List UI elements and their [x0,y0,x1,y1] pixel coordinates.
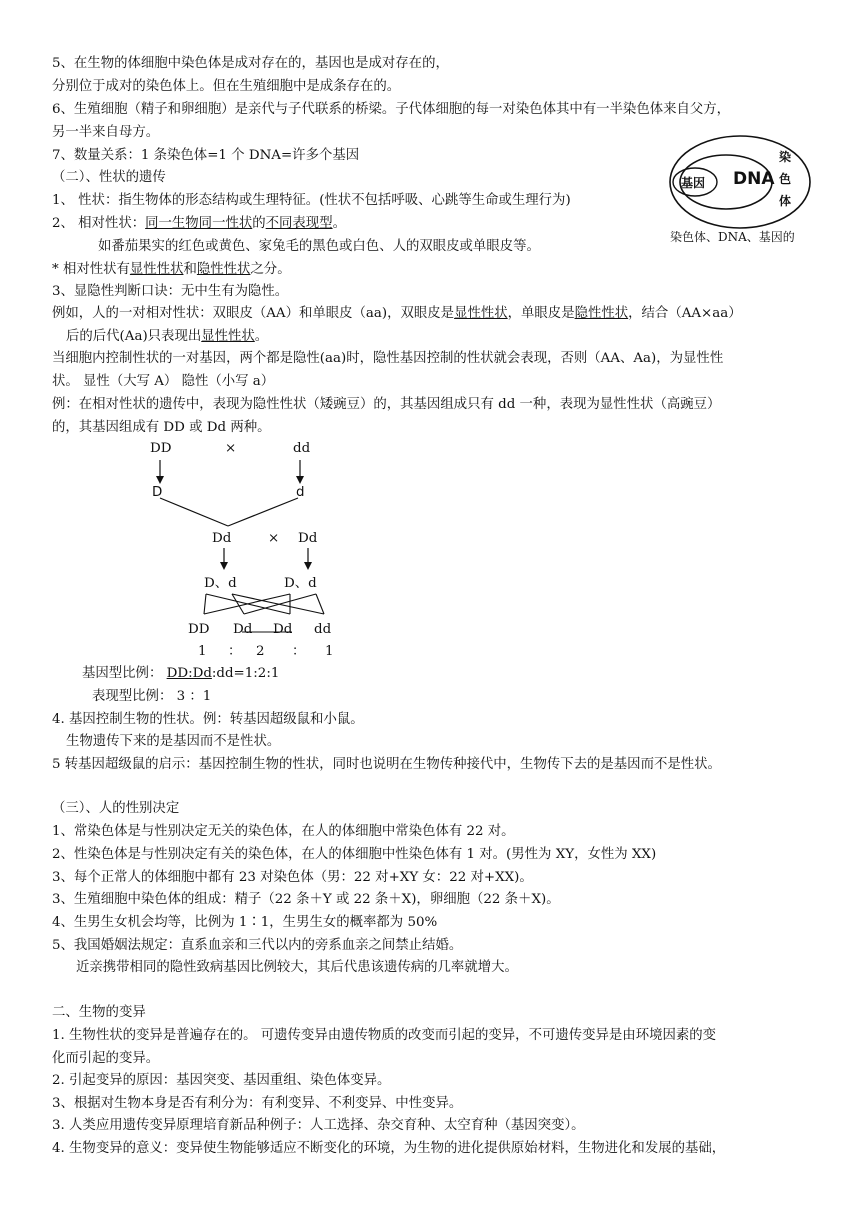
text-line: 3. 人类应用遗传变异原理培育新品种例子：人工选择、杂交育种、太空育种（基因突变）。 [52,1118,585,1133]
text-line: 例：在相对性状的遗传中，表现为隐性性状（矮豌豆）的，其基因组成只有 dd 一种，表现为显性性状（高豌豆） [52,397,721,412]
underlined-term: 显性性状 [454,306,508,321]
offspring-genotype: DD [188,622,210,637]
text-span: 。 [332,216,346,231]
text-line: 1、常染色体是与性别决定无关的染色体，在人的体细胞中常染色体有 22 对。 [52,824,515,839]
text-line: 1. 生物性状的变异是普遍存在的。 可遗传变异由遗传物质的改变而引起的变异，不可遗传变异是由环境因素的变 [52,1028,717,1043]
text-line: 的，其基因组成有 DD 或 Dd 两种。 [52,420,271,435]
ratio-value: 1 [325,644,334,659]
ratio-colon: ： [292,644,306,659]
text-line: 5 转基因超级鼠的启示：基因控制生物的性状，同时也说明在生物传种接代中，生物传下去的是基因而不是性状。 [52,757,721,772]
venn-gene-label: 基因 [681,176,706,190]
gamete: d [296,485,305,500]
text-line: 5、我国婚姻法规定：直系血亲和三代以内的旁系血亲之间禁止结婚。 [52,938,463,953]
section-heading: （二）、性状的遗传 [52,170,166,185]
venn-dna-label: DNA [733,169,775,189]
gamete: D [152,485,163,500]
text-line [52,258,291,281]
underlined-term: 显性性状 [129,262,184,277]
text-span: :dd=1:2:1 [211,666,280,681]
text-span: ，结合（AA×aa） [628,306,742,321]
cross-symbol: × [268,531,280,546]
text-span: 之分。 [250,262,291,277]
text-line: 4、生男生女机会均等，比例为 1∶1，生男生女的概率都为 50% [52,915,438,930]
genotype-ratio [82,662,279,685]
text-span: 2、 相对性状： [52,216,146,231]
text-span: 基因型比例： [82,666,167,681]
offspring-genotype: Dd [233,622,253,637]
venn-caption: 染色体、DNA、基因的 [670,230,795,244]
venn-chromosome-label: 体 [779,194,792,208]
phenotype-ratio: 表现型比例： 3 ：1 [92,689,212,704]
text-line: 1、 性状：指生物体的形态结构或生理特征。(性状不包括呼吸、心跳等生命或生理行为) [52,193,571,208]
underlined-term: 隐性性状 [574,306,629,321]
text-line: 2. 引起变异的原因：基因突变、基因重组、染色体变异。 [52,1073,391,1088]
text-line: 当细胞内控制性状的一对基因，两个都是隐性(aa)时，隐性基因控制的性状就会表现，否则（AA、Aa)，为显性性 [52,351,724,366]
text-span: ，单眼皮是 [507,306,575,321]
text-line: 3、显隐性判断口诀：无中生有为隐性。 [52,284,289,299]
text-span: 和 [183,262,197,277]
text-line: 分别位于成对的染色体上。但在生殖细胞中是成条存在的。 [52,79,401,94]
text-line: 近亲携带相同的隐性致病基因比例较大，其后代患该遗传病的几率就增大。 [76,960,518,975]
text-line: 4. 基因控制生物的性状。例：转基因超级鼠和小鼠。 [52,712,364,727]
ratio-colon: ： [228,644,242,659]
parent-genotype: DD [150,441,172,456]
text-line: 6、生殖细胞（精子和卵细胞）是亲代与子代联系的桥梁。子代体细胞的每一对染色体其中有一半染色体来自父方， [52,102,731,117]
text-line [52,302,742,325]
text-line: 2、性染色体是与性别决定有关的染色体，在人的体细胞中性染色体有 1 对。(男性为 XY，女性为 XX) [52,847,657,862]
underlined-term: 不同表现型 [265,216,333,231]
venn-chromosome-label: 染 [779,150,792,164]
gamete-pair: D、d [204,576,237,591]
underlined-term: DD:Dd [166,666,212,681]
ratio-value: 2 [256,644,265,659]
offspring-genotype: Dd [273,622,293,637]
text-line: 化而引起的变异。 [52,1051,160,1066]
text-line: 状。 显性（大写 A） 隐性（小写 a） [52,374,275,389]
text-span: 。 [254,329,269,344]
text-line: 4. 生物变异的意义：变异使生物能够适应不断变化的环境，为生物的进化提供原始材料，生物进化和发展的基础， [52,1141,726,1156]
text-line [52,212,346,235]
section-heading: （三）、人的性别决定 [52,801,180,816]
text-line: 如番茄果实的红色或黄色、家兔毛的黑色或白色、人的双眼皮或单眼皮等。 [98,239,540,254]
text-line: 3、根据对生物本身是否有利分为：有利变异、不利变异、中性变异。 [52,1096,463,1111]
text-span: 后的后代(Aa)只表现出 [66,329,202,344]
text-line: 另一半来自母方。 [52,125,160,140]
f1-genotype: Dd [212,531,232,546]
cross-symbol: × [225,441,237,456]
text-line [66,325,268,348]
text-span: 例如，人的一对相对性状：双眼皮（AA）和单眼皮（aa)，双眼皮是 [52,306,455,321]
venn-chromosome-label: 色 [779,172,792,186]
text-line: 3、生殖细胞中染色体的组成：精子（22 条＋Y 或 22 条＋X)，卵细胞（22 条＋X)。 [52,892,560,907]
parent-genotype: dd [293,441,311,456]
ratio-value: 1 [198,644,207,659]
text-span: * 相对性状有 [52,262,130,277]
text-span: 的 [252,216,266,231]
text-line: 5、在生物的体细胞中染色体是成对存在的，基因也是成对存在的， [52,56,449,71]
section-heading: 二、生物的变异 [52,1005,146,1020]
f1-genotype: Dd [298,531,318,546]
underlined-term: 隐性性状 [196,262,251,277]
text-line: 生物遗传下来的是基因而不是性状。 [66,734,281,749]
offspring-genotype: dd [314,622,332,637]
gamete-pair: D、d [284,576,317,591]
text-line: 7、数量关系：1 条染色体=1 个 DNA=许多个基因 [52,148,360,163]
underlined-term: 同一生物同一性状 [145,216,253,231]
underlined-term: 显性性状 [201,329,255,344]
text-line: 3、每个正常人的体细胞中都有 23 对染色体（男：22 对+XY 女：22 对+XX)。 [52,870,533,885]
